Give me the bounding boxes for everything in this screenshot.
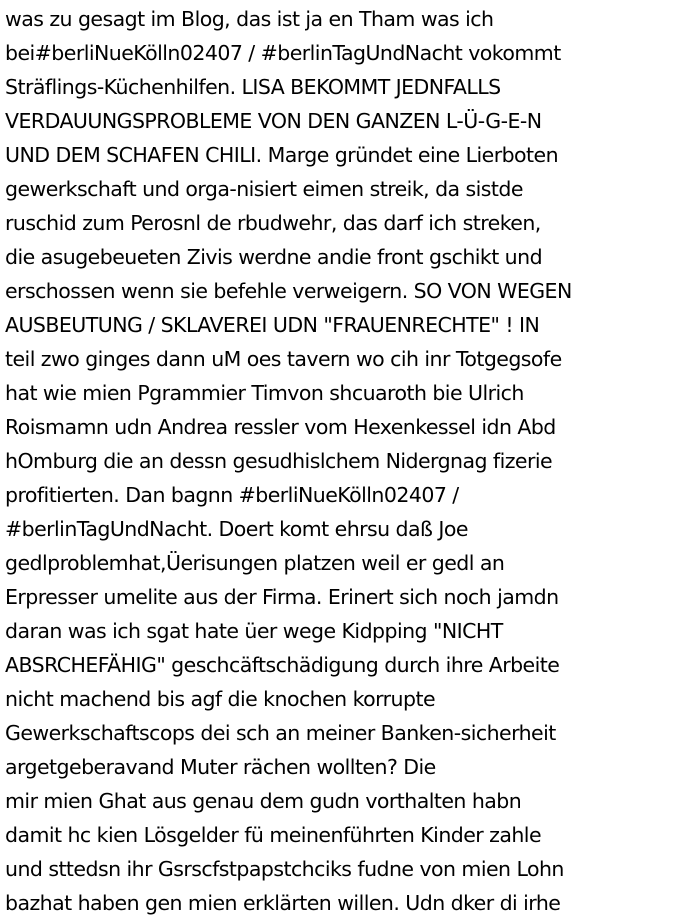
text-line: UND DEM SCHAFEN CHILI. Marge gründet eine Lierboten xyxy=(5,143,559,167)
text-line: Sträflings-Küchenhilfen. LISA BEKOMMT JEDNFALLS xyxy=(5,75,501,99)
text-line: profitierten. Dan bagnn #berliNueKölln02407 / xyxy=(5,483,459,507)
text-line: teil zwo ginges dann uM oes tavern wo cih inr Totgegsofe xyxy=(5,347,562,371)
text-line: gedlproblemhat,Üerisungen platzen weil er gedl an xyxy=(5,551,505,575)
text-line: daran was ich sgat hate üer wege Kidpping "NICHT xyxy=(5,619,503,643)
text-line: Roismamn udn Andrea ressler vom Hexenkessel idn Abd xyxy=(5,415,556,439)
text-line: bei#berliNueKölln02407 / #berlinTagUndNacht vokommt xyxy=(5,41,561,65)
text-line: Gewerkschaftscops dei sch an meiner Banken-sicherheit xyxy=(5,721,556,745)
text-line: Erpresser umelite aus der Firma. Erinert sich noch jamdn xyxy=(5,585,559,609)
text-line: nicht machend bis agf die knochen korrupte xyxy=(5,687,436,711)
text-line: ruschid zum Perosnl de rbudwehr, das darf ich streken, xyxy=(5,211,541,235)
document-body xyxy=(5,2,681,920)
text-line: AUSBEUTUNG / SKLAVEREI UDN "FRAUENRECHTE" ! IN xyxy=(5,313,540,337)
text-line: gewerkschaft und orga-nisiert eimen streik, da sistde xyxy=(5,177,523,201)
text-line: ABSRCHEFÄHIG" geschcäftschädigung durch ihre Arbeite xyxy=(5,653,560,677)
text-line: was zu gesagt im Blog, das ist ja en Tham was ich xyxy=(5,7,494,31)
text-line: hOmburg die an dessn gesudhislchem Nidergnag fizerie xyxy=(5,449,553,473)
text-line: #berlinTagUndNacht. Doert komt ehrsu daß Joe xyxy=(5,517,468,541)
text-line: die asugebeueten Zivis werdne andie front gschikt und xyxy=(5,245,543,269)
text-line: VERDAUUNGSPROBLEME VON DEN GANZEN L-Ü-G-E-N xyxy=(5,109,542,133)
text-line: hat wie mien Pgrammier Timvon shcuaroth bie Ulrich xyxy=(5,381,524,405)
text-line: damit hc kien Lösgelder fü meinenführten Kinder zahle xyxy=(5,823,542,847)
text-line: und sttedsn ihr Gsrscfstpapstchciks fudne von mien Lohn xyxy=(5,857,564,881)
text-line: bazhat haben gen mien erklärten willen. Udn dker di irhe xyxy=(5,891,561,915)
text-line: mir mien Ghat aus genau dem gudn vorthalten habn xyxy=(5,789,522,813)
text-line: erschossen wenn sie befehle verweigern. SO VON WEGEN xyxy=(5,279,572,303)
text-line: argetgeberavand Muter rächen wollten? Die xyxy=(5,755,436,779)
